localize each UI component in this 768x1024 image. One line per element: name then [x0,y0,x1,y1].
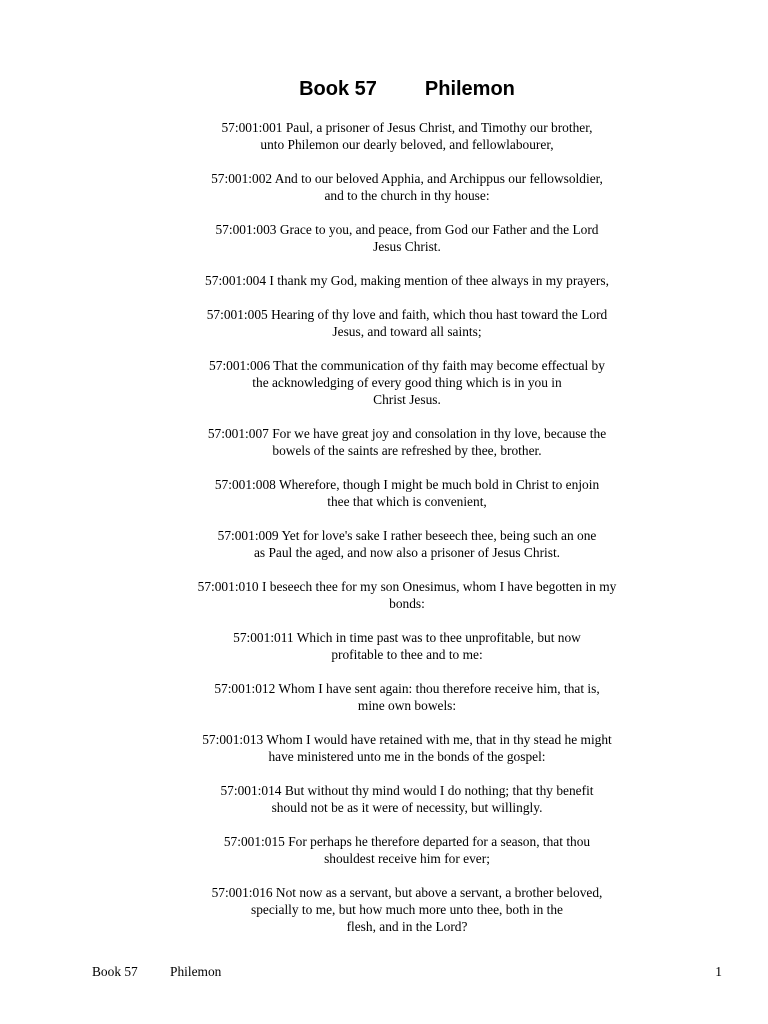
verse-line: Christ Jesus. [373,392,441,407]
verse-line: should not be as it were of necessity, but willingly. [271,800,543,815]
verse-line: 57:001:008 Wherefore, though I might be much bold in Christ to enjoin [214,477,600,492]
verse-line: the acknowledging of every good thing which is in you in [252,375,562,390]
verse-line: 57:001:007 For we have great joy and consolation in thy love, because the [207,426,607,441]
verse-line: thee that which is convenient, [327,494,487,509]
footer-book-name: Philemon [170,964,222,979]
verse-line: 57:001:015 For perhaps he therefore departed for a season, that thou [223,834,591,849]
verse-list [150,119,664,952]
verse-line: 57:001:001 Paul, a prisoner of Jesus Christ, and Timothy our brother, [221,120,593,135]
verse [150,425,664,459]
verse [150,527,664,561]
verse-line: 57:001:012 Whom I have sent again: thou therefore receive him, that is, [214,681,600,696]
page-number: 1 [715,964,722,979]
verse [150,833,664,867]
verse [150,629,664,663]
verse-line: mine own bowels: [357,698,457,713]
verse-line: 57:001:014 But without thy mind would I do nothing; that thy benefit [220,783,594,798]
verse-line: 57:001:004 I thank my God, making mention of thee always in my prayers, [205,273,609,288]
verse [150,884,664,935]
verse-line: unto Philemon our dearly beloved, and fellowlabourer, [260,137,554,152]
verse-line: have ministered unto me in the bonds of the gospel: [268,749,546,764]
verse-line: Jesus, and toward all saints; [332,324,482,339]
verse-line: 57:001:002 And to our beloved Apphia, and Archippus our fellowsoldier, [211,171,603,186]
verse-line: specially to me, but how much more unto thee, both in the [250,902,563,917]
title-book: Book 57 [299,78,377,100]
verse [150,731,664,765]
verse-line: 57:001:016 Not now as a servant, but above a servant, a brother beloved, [211,885,603,900]
verse-line: shouldest receive him for ever; [324,851,490,866]
verse-line: 57:001:006 That the communication of thy faith may become effectual by [209,358,605,373]
verse-line: 57:001:009 Yet for love's sake I rather beseech thee, being such an one [217,528,597,543]
verse-line: and to the church in thy house: [324,188,490,203]
verse-line: bowels of the saints are refreshed by thee, brother. [272,443,542,458]
verse-line: 57:001:013 Whom I would have retained with me, that in thy stead he might [202,732,612,747]
verse [150,119,664,153]
verse [150,476,664,510]
verse-line: 57:001:011 Which in time past was to thee unprofitable, but now [233,630,581,645]
page-title [0,76,768,102]
verse [150,221,664,255]
verse [150,170,664,204]
verse-line: profitable to thee and to me: [331,647,483,662]
verse-line: bonds: [389,596,425,611]
verse-line: Jesus Christ. [373,239,441,254]
verse-line: as Paul the aged, and now also a prisoner of Jesus Christ. [253,545,561,560]
verse-line: flesh, and in the Lord? [346,919,468,934]
verse [150,306,664,340]
verse-line: 57:001:010 I beseech thee for my son Onesimus, whom I have begotten in my [197,579,617,594]
verse-line: 57:001:003 Grace to you, and peace, from God our Father and the Lord [215,222,599,237]
verse [150,782,664,816]
verse [150,680,664,714]
footer-book: Book 57 [92,964,138,979]
verse [150,272,664,289]
verse-line: 57:001:005 Hearing of thy love and faith, which thou hast toward the Lord [206,307,608,322]
title-book-name: Philemon [424,78,515,100]
verse [150,578,664,612]
verse [150,357,664,408]
